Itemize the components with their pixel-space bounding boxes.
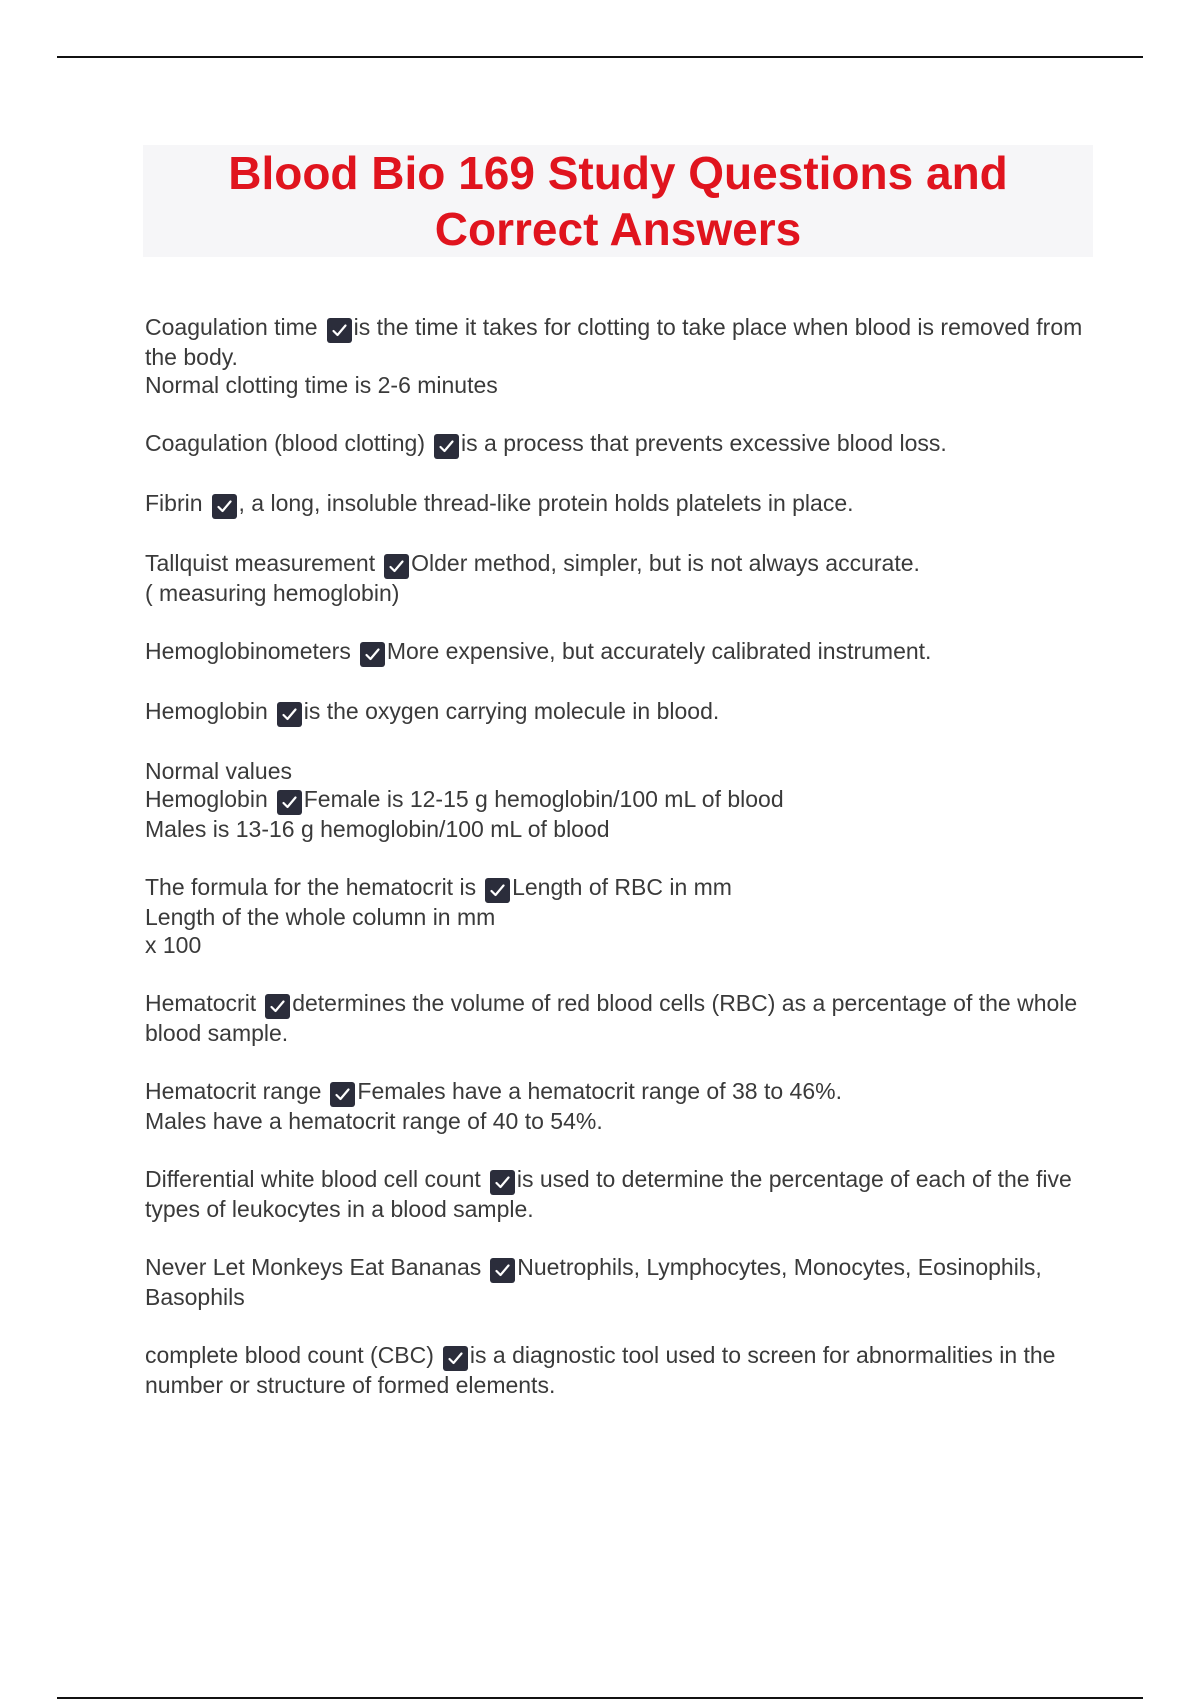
qa-entry — [145, 313, 1090, 399]
entry-main-line — [145, 989, 1090, 1047]
entry-main-line — [145, 1341, 1090, 1399]
entry-term: Coagulation time — [145, 314, 318, 340]
check-icon — [490, 1170, 515, 1195]
check-icon — [490, 1258, 515, 1283]
check-icon — [277, 702, 302, 727]
qa-entry — [145, 429, 1090, 459]
title-banner — [143, 145, 1093, 257]
entry-extra-line: Males have a hematocrit range of 40 to 54%. — [145, 1108, 603, 1134]
entry-definition: is a diagnostic tool used to screen for abnormalities in the number or structure of formed elements. — [145, 1342, 1056, 1398]
entry-main-line — [145, 697, 1090, 727]
check-icon — [330, 1082, 355, 1107]
entry-main-line — [145, 1165, 1090, 1223]
qa-entry — [145, 873, 1090, 959]
qa-entry — [145, 1341, 1090, 1399]
entry-main-line — [145, 549, 1090, 579]
qa-entry — [145, 1253, 1090, 1311]
entry-term: Hemoglobin — [145, 698, 268, 724]
qa-entry — [145, 989, 1090, 1047]
check-icon — [277, 790, 302, 815]
entry-extra-line: ( measuring hemoglobin) — [145, 580, 400, 606]
entry-definition: Nuetrophils, Lymphocytes, Monocytes, Eosinophils, Basophils — [145, 1254, 1042, 1310]
entry-gap — [145, 843, 1090, 873]
page-bottom-rule — [57, 1697, 1143, 1699]
entry-term: The formula for the hematocrit is — [145, 874, 477, 900]
entry-extra-line: Length of the whole column in mm — [145, 904, 496, 930]
entry-term: Fibrin — [145, 490, 203, 516]
entry-gap — [145, 399, 1090, 429]
entry-definition: Length of RBC in mm — [512, 874, 732, 900]
qa-entry — [145, 697, 1090, 727]
entry-term: Tallquist measurement — [145, 550, 376, 576]
entry-term: Never Let Monkeys Eat Bananas — [145, 1254, 482, 1280]
entry-gap — [145, 667, 1090, 697]
entry-definition: is a process that prevents excessive blood loss. — [461, 430, 947, 456]
qa-list — [145, 313, 1090, 1399]
entry-extra-line: Normal clotting time is 2-6 minutes — [145, 372, 498, 398]
check-icon — [384, 554, 409, 579]
entry-term: Differential white blood cell count — [145, 1166, 481, 1192]
entry-definition: Females have a hematocrit range of 38 to 46%. — [357, 1078, 842, 1104]
entry-main-line — [145, 489, 1090, 519]
qa-entry — [145, 757, 1090, 843]
qa-entry — [145, 637, 1090, 667]
entry-gap — [145, 1311, 1090, 1341]
check-icon — [360, 642, 385, 667]
entry-gap — [145, 607, 1090, 637]
entry-definition: is the oxygen carrying molecule in blood. — [303, 698, 720, 724]
entry-definition: Older method, simpler, but is not always accurate. — [411, 550, 920, 576]
page-top-rule — [57, 56, 1143, 58]
check-icon — [212, 494, 237, 519]
entry-gap — [145, 459, 1090, 489]
entry-extra-line: Males is 13-16 g hemoglobin/100 mL of blood — [145, 816, 610, 842]
check-icon — [265, 994, 290, 1019]
entry-main-line — [145, 637, 1090, 667]
entry-gap — [145, 519, 1090, 549]
entry-definition: Female is 12-15 g hemoglobin/100 mL of blood — [303, 786, 784, 812]
entry-gap — [145, 1223, 1090, 1253]
entry-term: Hemoglobin — [145, 786, 268, 812]
qa-entry — [145, 489, 1090, 519]
page-title: Blood Bio 169 Study Questions and Correct Answers — [228, 147, 1008, 255]
check-icon — [485, 878, 510, 903]
entry-pre-line: Normal values — [145, 758, 292, 784]
entry-gap — [145, 1047, 1090, 1077]
entry-main-line — [145, 1253, 1090, 1311]
check-icon — [443, 1346, 468, 1371]
entry-definition: is the time it takes for clotting to take place when blood is removed from the body. — [145, 314, 1083, 370]
entry-main-line — [145, 429, 1090, 459]
entry-definition: More expensive, but accurately calibrated instrument. — [386, 638, 932, 664]
entry-main-line — [145, 873, 1090, 903]
entry-gap — [145, 959, 1090, 989]
entry-term: Hematocrit — [145, 990, 257, 1016]
entry-gap — [145, 727, 1090, 757]
qa-entry — [145, 1077, 1090, 1135]
entry-term: Hematocrit range — [145, 1078, 322, 1104]
entry-gap — [145, 1135, 1090, 1165]
entry-extra-line: x 100 — [145, 932, 202, 958]
entry-term: Hemoglobinometers — [145, 638, 351, 664]
check-icon — [327, 318, 352, 343]
entry-definition: determines the volume of red blood cells (RBC) as a percentage of the whole blood sample. — [145, 990, 1078, 1046]
entry-main-line — [145, 313, 1090, 371]
entry-term: complete blood count (CBC) — [145, 1342, 434, 1368]
entry-main-line — [145, 1077, 1090, 1107]
check-icon — [434, 434, 459, 459]
entry-main-line — [145, 785, 1090, 815]
entry-definition: , a long, insoluble thread-like protein holds platelets in place. — [238, 490, 854, 516]
qa-entry — [145, 1165, 1090, 1223]
entry-term: Coagulation (blood clotting) — [145, 430, 426, 456]
qa-entry — [145, 549, 1090, 607]
entry-definition: is used to determine the percentage of each of the five types of leukocytes in a blood sample. — [145, 1166, 1072, 1222]
